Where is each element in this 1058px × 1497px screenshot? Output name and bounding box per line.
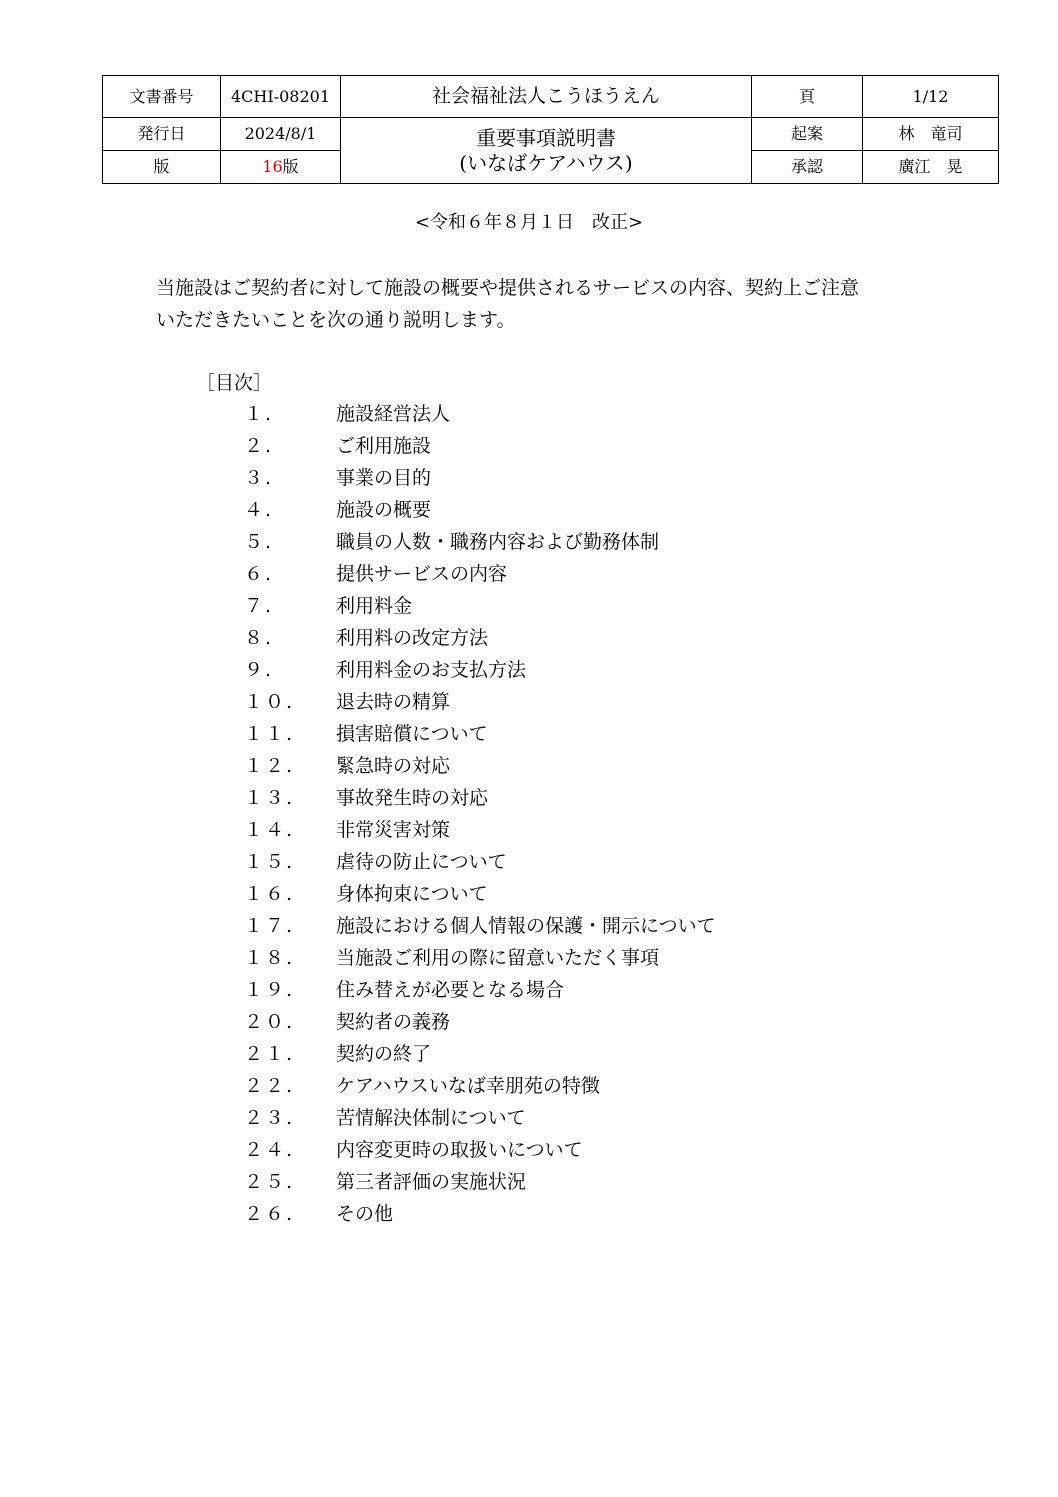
toc-item-number: ２１.	[244, 1043, 295, 1065]
page-number: 1/12	[863, 76, 999, 118]
toc-item-title: 緊急時の対応	[336, 755, 451, 777]
toc-item	[0, 590, 1058, 622]
toc-item-title: 契約の終了	[336, 1043, 432, 1065]
intro-line-2: いただきたいことを次の通り説明します。	[156, 309, 516, 331]
toc-item-number: ８.	[244, 627, 274, 649]
edition-label: 版	[103, 151, 221, 184]
toc-item	[0, 750, 1058, 782]
doc-number-label: 文書番号	[103, 76, 221, 118]
toc-item-title: 苦情解決体制について	[336, 1107, 526, 1129]
toc-item	[0, 654, 1058, 686]
toc-item	[0, 430, 1058, 462]
toc-item-number: ６.	[244, 563, 274, 585]
toc-item-number: １８.	[244, 947, 295, 969]
intro-line-1: 当施設はご契約者に対して施設の概要や提供されるサービスの内容、契約上ご注意	[156, 277, 860, 299]
toc-item-number: １４.	[244, 819, 295, 841]
toc-item	[0, 1102, 1058, 1134]
toc-item-title: 住み替えが必要となる場合	[336, 979, 565, 1001]
toc-item	[0, 1198, 1058, 1230]
edition-suffix: 版	[282, 157, 299, 177]
toc-item-title: ご利用施設	[336, 435, 432, 457]
toc-heading: ［目次］	[196, 372, 273, 394]
toc-item-number: ２.	[244, 435, 274, 457]
toc-item	[0, 814, 1058, 846]
toc-item	[0, 622, 1058, 654]
toc-item-title: 身体拘束について	[336, 883, 488, 905]
toc-item-title: 退去時の精算	[336, 691, 451, 713]
toc-item-number: １１.	[244, 723, 295, 745]
toc-item-title: ケアハウスいなば幸朋苑の特徴	[336, 1075, 600, 1097]
toc-item-number: ９.	[244, 659, 274, 681]
toc-item-title: 虐待の防止について	[336, 851, 507, 873]
edition	[221, 151, 341, 184]
toc-item	[0, 1134, 1058, 1166]
revision-date: <令和６年８月１日 改正>	[414, 212, 644, 233]
toc-item-number: １６.	[244, 883, 295, 905]
toc-item-number: １９.	[244, 979, 295, 1001]
toc-item-number: １５.	[244, 851, 295, 873]
toc-item	[0, 686, 1058, 718]
edition-number: 16	[262, 157, 283, 177]
toc-item	[0, 494, 1058, 526]
draft-label: 起案	[752, 118, 863, 151]
toc-item	[0, 846, 1058, 878]
toc-item-number: ２０.	[244, 1011, 295, 1033]
toc-item-number: １３.	[244, 787, 295, 809]
toc-item	[0, 1006, 1058, 1038]
draft-person: 林 竜司	[863, 118, 999, 151]
toc-item-number: ２３.	[244, 1107, 295, 1129]
toc-item-title: 施設経営法人	[336, 403, 451, 425]
document-title-line1: 重要事項説明書	[476, 125, 616, 150]
toc-item-title: 施設の概要	[336, 499, 432, 521]
toc-item	[0, 1038, 1058, 1070]
toc-item-number: １７.	[244, 915, 295, 937]
toc-item	[0, 1070, 1058, 1102]
doc-number: 4CHI-08201	[221, 76, 341, 118]
toc-item-number: ７.	[244, 595, 274, 617]
toc-item-title: 契約者の義務	[336, 1011, 451, 1033]
page-label: 頁	[752, 76, 863, 118]
toc-item	[0, 1166, 1058, 1198]
toc-item-title: 第三者評価の実施状況	[336, 1171, 527, 1193]
toc-item-title: 事業の目的	[336, 467, 432, 489]
toc-item	[0, 974, 1058, 1006]
toc-item-title: 利用料金	[336, 595, 413, 617]
document-title	[341, 118, 752, 184]
toc-item-title: 事故発生時の対応	[336, 787, 489, 809]
toc-item-title: 提供サービスの内容	[336, 563, 508, 585]
toc-item-title: その他	[336, 1203, 394, 1225]
toc-item-title: 損害賠償について	[336, 723, 488, 745]
toc-item	[0, 398, 1058, 430]
toc-item-title: 利用料の改定方法	[336, 627, 489, 649]
toc-item	[0, 526, 1058, 558]
intro-paragraph	[156, 272, 956, 336]
toc-item-title: 職員の人数・職務内容および勤務体制	[336, 531, 660, 553]
toc-item-number: ２２.	[244, 1075, 295, 1097]
issue-date-label: 発行日	[103, 118, 221, 151]
toc-item	[0, 462, 1058, 494]
toc-item-number: １２.	[244, 755, 295, 777]
toc-item-number: １.	[244, 403, 274, 425]
toc-item-title: 利用料金のお支払方法	[336, 659, 527, 681]
toc-item	[0, 878, 1058, 910]
document-title-line2: (いなばケアハウス)	[459, 150, 633, 175]
approval-person: 廣江 晃	[863, 151, 999, 184]
toc-item	[0, 718, 1058, 750]
toc-item-number: ２５.	[244, 1171, 295, 1193]
toc-item-number: １０.	[244, 691, 295, 713]
toc-item-title: 施設における個人情報の保護・開示について	[336, 915, 716, 937]
toc-item-number: ２６.	[244, 1203, 295, 1225]
toc-item-title: 当施設ご利用の際に留意いただく事項	[336, 947, 660, 969]
toc-item-title: 内容変更時の取扱いについて	[336, 1139, 583, 1161]
organization-name: 社会福祉法人こうほうえん	[341, 76, 752, 118]
toc-item	[0, 782, 1058, 814]
table-of-contents	[0, 398, 1058, 1230]
approval-label: 承認	[752, 151, 863, 184]
toc-item-number: ２４.	[244, 1139, 295, 1161]
toc-item-title: 非常災害対策	[336, 819, 451, 841]
toc-item	[0, 942, 1058, 974]
toc-item-number: ５.	[244, 531, 274, 553]
toc-item-number: ３.	[244, 467, 274, 489]
toc-item	[0, 558, 1058, 590]
toc-item-number: ４.	[244, 499, 274, 521]
issue-date: 2024/8/1	[221, 118, 341, 151]
document-header-table	[102, 75, 999, 184]
toc-item	[0, 910, 1058, 942]
